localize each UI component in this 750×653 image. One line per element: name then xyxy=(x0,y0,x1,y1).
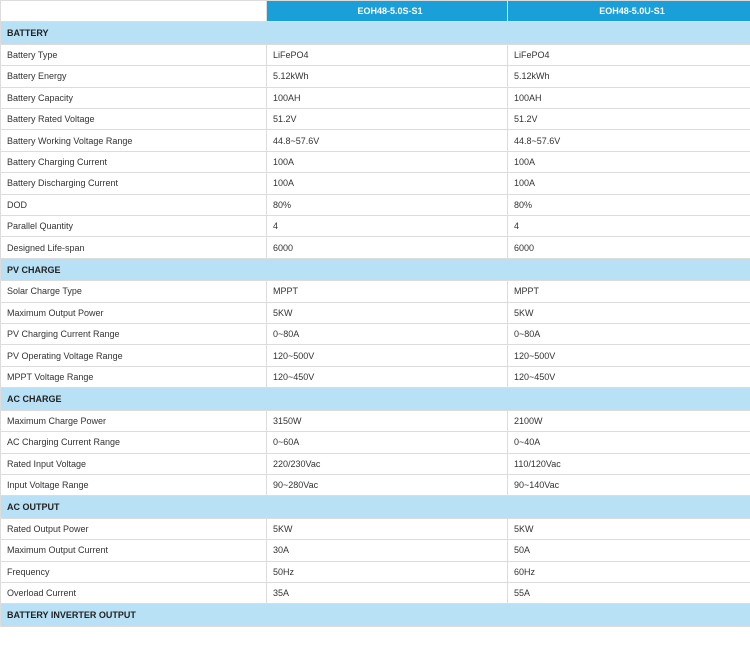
model-1-value-cell: 44.8~57.6V xyxy=(267,130,508,151)
spec-label-cell: Rated Input Voltage xyxy=(1,453,267,474)
model-2-value-cell: 100A xyxy=(508,151,750,172)
spec-label-cell: MPPT Voltage Range xyxy=(1,366,267,387)
section-row xyxy=(1,22,750,45)
spec-label-cell: Battery Working Voltage Range xyxy=(1,130,267,151)
model-2-value-cell: 5KW xyxy=(508,302,750,323)
model-1-value-cell: 6000 xyxy=(267,237,508,258)
spec-label-cell: Battery Energy xyxy=(1,66,267,87)
table-row xyxy=(1,366,750,387)
model-1-value-cell: 4 xyxy=(267,216,508,237)
table-row xyxy=(1,302,750,323)
model-1-value-cell: 90~280Vac xyxy=(267,474,508,495)
model-1-value-cell: 3150W xyxy=(267,410,508,431)
model-2-value-cell: 100A xyxy=(508,173,750,194)
table-row xyxy=(1,410,750,431)
model-2-value-cell: 0~40A xyxy=(508,432,750,453)
model-1-value-cell: 50Hz xyxy=(267,561,508,582)
table-row xyxy=(1,432,750,453)
header-row xyxy=(1,1,750,22)
table-row xyxy=(1,151,750,172)
table-row xyxy=(1,44,750,65)
model-2-value-cell: 4 xyxy=(508,216,750,237)
section-title: AC CHARGE xyxy=(1,388,750,411)
model-1-value-cell: 100A xyxy=(267,151,508,172)
spec-label-cell: AC Charging Current Range xyxy=(1,432,267,453)
model-2-value-cell: 51.2V xyxy=(508,109,750,130)
table-row xyxy=(1,453,750,474)
model-1-value-cell: 100A xyxy=(267,173,508,194)
model-2-value-cell: 120~450V xyxy=(508,366,750,387)
spec-label-cell: DOD xyxy=(1,194,267,215)
section-row xyxy=(1,604,750,627)
model-header-2: EOH48-5.0U-S1 xyxy=(508,1,750,22)
model-1-value-cell: 120~450V xyxy=(267,366,508,387)
model-header-1: EOH48-5.0S-S1 xyxy=(267,1,508,22)
table-row xyxy=(1,109,750,130)
table-row xyxy=(1,66,750,87)
spec-label-cell: Input Voltage Range xyxy=(1,474,267,495)
table-row xyxy=(1,540,750,561)
table-row xyxy=(1,237,750,258)
table-row xyxy=(1,281,750,302)
model-2-value-cell: 2100W xyxy=(508,410,750,431)
header-blank-cell xyxy=(1,1,267,22)
model-2-value-cell: 60Hz xyxy=(508,561,750,582)
section-title: AC OUTPUT xyxy=(1,496,750,519)
model-1-value-cell: 5KW xyxy=(267,302,508,323)
spec-label-cell: Maximum Charge Power xyxy=(1,410,267,431)
table-row xyxy=(1,216,750,237)
table-row xyxy=(1,173,750,194)
spec-label-cell: PV Charging Current Range xyxy=(1,324,267,345)
table-row xyxy=(1,582,750,603)
spec-label-cell: Designed Life-span xyxy=(1,237,267,258)
model-2-value-cell: 5KW xyxy=(508,518,750,539)
section-title: PV CHARGE xyxy=(1,258,750,281)
table-row xyxy=(1,87,750,108)
spec-label-cell: Frequency xyxy=(1,561,267,582)
model-1-value-cell: 0~80A xyxy=(267,324,508,345)
section-title: BATTERY xyxy=(1,22,750,45)
spec-label-cell: Overload Current xyxy=(1,582,267,603)
model-2-value-cell: 90~140Vac xyxy=(508,474,750,495)
table-row xyxy=(1,194,750,215)
model-2-value-cell: 55A xyxy=(508,582,750,603)
model-2-value-cell: 100AH xyxy=(508,87,750,108)
model-2-value-cell: LiFePO4 xyxy=(508,44,750,65)
model-1-value-cell: 100AH xyxy=(267,87,508,108)
model-2-value-cell: 6000 xyxy=(508,237,750,258)
model-2-value-cell: 50A xyxy=(508,540,750,561)
table-header xyxy=(1,1,750,22)
model-2-value-cell: 110/120Vac xyxy=(508,453,750,474)
table-row xyxy=(1,345,750,366)
model-1-value-cell: 220/230Vac xyxy=(267,453,508,474)
model-1-value-cell: 5KW xyxy=(267,518,508,539)
section-title: BATTERY INVERTER OUTPUT xyxy=(1,604,750,627)
model-1-value-cell: 30A xyxy=(267,540,508,561)
model-1-value-cell: 51.2V xyxy=(267,109,508,130)
model-1-value-cell: 35A xyxy=(267,582,508,603)
model-1-value-cell: 0~60A xyxy=(267,432,508,453)
model-1-value-cell: MPPT xyxy=(267,281,508,302)
model-1-value-cell: LiFePO4 xyxy=(267,44,508,65)
section-row xyxy=(1,258,750,281)
model-1-value-cell: 120~500V xyxy=(267,345,508,366)
table-row xyxy=(1,518,750,539)
table-row xyxy=(1,561,750,582)
model-2-value-cell: 80% xyxy=(508,194,750,215)
table-row xyxy=(1,130,750,151)
table-body xyxy=(1,22,750,626)
model-2-value-cell: 44.8~57.6V xyxy=(508,130,750,151)
spec-label-cell: Battery Type xyxy=(1,44,267,65)
section-row xyxy=(1,388,750,411)
model-2-value-cell: 5.12kWh xyxy=(508,66,750,87)
model-2-value-cell: MPPT xyxy=(508,281,750,302)
spec-label-cell: PV Operating Voltage Range xyxy=(1,345,267,366)
model-2-value-cell: 120~500V xyxy=(508,345,750,366)
table-row xyxy=(1,474,750,495)
spec-label-cell: Maximum Output Power xyxy=(1,302,267,323)
model-2-value-cell: 0~80A xyxy=(508,324,750,345)
table-row xyxy=(1,324,750,345)
model-1-value-cell: 5.12kWh xyxy=(267,66,508,87)
spec-label-cell: Battery Discharging Current xyxy=(1,173,267,194)
spec-label-cell: Battery Charging Current xyxy=(1,151,267,172)
spec-label-cell: Rated Output Power xyxy=(1,518,267,539)
spec-label-cell: Battery Capacity xyxy=(1,87,267,108)
spec-label-cell: Solar Charge Type xyxy=(1,281,267,302)
spec-label-cell: Parallel Quantity xyxy=(1,216,267,237)
section-row xyxy=(1,496,750,519)
model-1-value-cell: 80% xyxy=(267,194,508,215)
spec-label-cell: Battery Rated Voltage xyxy=(1,109,267,130)
spec-label-cell: Maximum Output Current xyxy=(1,540,267,561)
